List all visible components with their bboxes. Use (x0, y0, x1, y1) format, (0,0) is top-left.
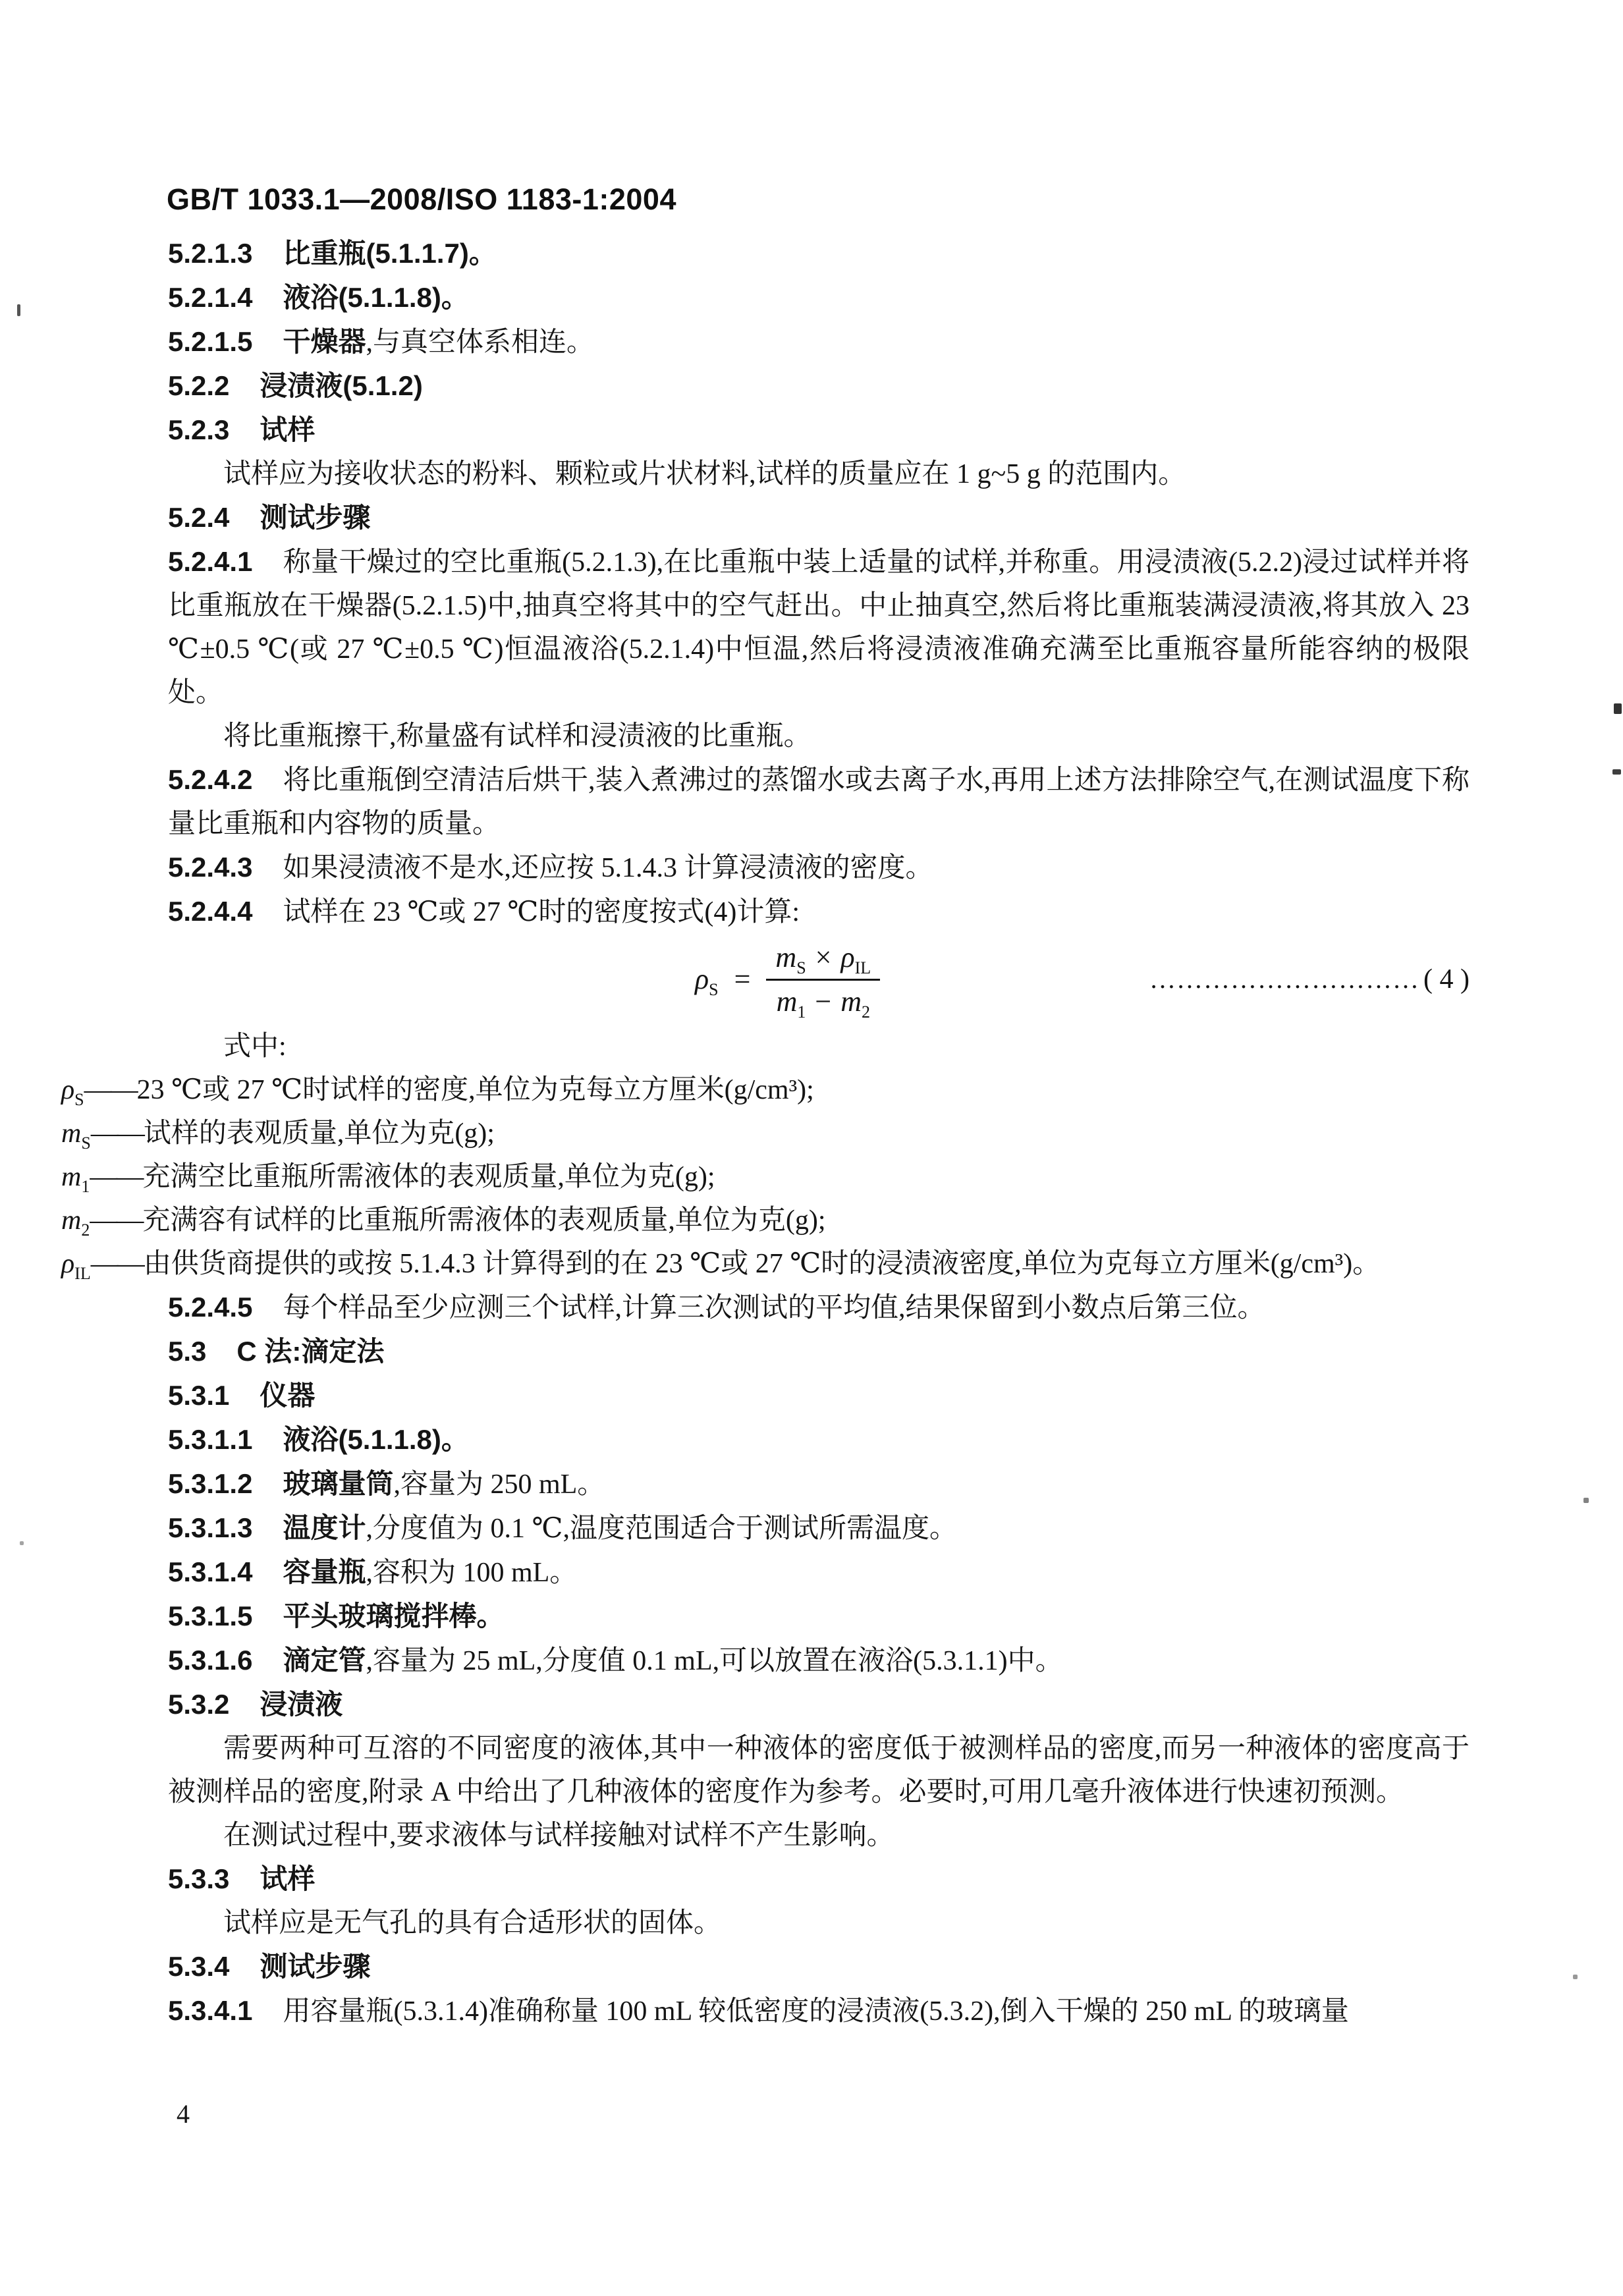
clause-5.2.4.4 (168, 890, 1470, 934)
clause-title: 测试步骤 (260, 502, 371, 533)
clause-title: 浸渍液 (260, 1689, 343, 1720)
definition-text: 充满空比重瓶所需液体的表观质量,单位为克(g); (142, 1162, 715, 1192)
clause-title: 滴定管 (283, 1645, 366, 1676)
clause-number: 5.3.1.5 (168, 1600, 253, 1631)
clause-title: 温度计 (283, 1512, 366, 1543)
clause-5.2.4.3 (168, 846, 1470, 890)
variable-subscript: IL (854, 958, 871, 977)
definition-dash: —— (90, 1249, 144, 1279)
formula-leader (880, 958, 1470, 1001)
clause-number: 5.2.2 (168, 370, 230, 401)
clause-number: 5.2.4.1 (168, 546, 253, 577)
clause-5.3.1.4 (168, 1550, 1470, 1595)
clause-5.3 (168, 1330, 1470, 1374)
clause-5.2.4 (168, 496, 1470, 540)
variable-base: ρ (840, 941, 855, 973)
clause-text: 每个样品至少应测三个试样,计算三次测试的平均值,结果保留到小数点后第三位。 (283, 1293, 1265, 1323)
paragraph (168, 715, 1470, 758)
clause-number: 5.3.2 (168, 1689, 230, 1720)
clause-number: 5.3.1 (168, 1380, 230, 1411)
definition-dash: —— (90, 1118, 144, 1149)
fraction-numerator (766, 943, 880, 981)
variable-subscript: 1 (81, 1177, 90, 1196)
clause-5.2.1.5 (168, 320, 1470, 364)
symbol-definition (61, 1068, 1470, 1112)
symbol-definition (61, 1199, 1470, 1242)
variable-base: ρ (61, 1249, 75, 1279)
equation-lhs (695, 963, 719, 999)
clause-text: ,与真空体系相连。 (366, 327, 594, 358)
clause-title: 试样 (260, 414, 316, 445)
paragraph (168, 1727, 1470, 1814)
math-variable (840, 985, 870, 1022)
definition-symbol (61, 1075, 84, 1109)
definition-text: 充满容有试样的比重瓶所需液体的表观质量,单位为克(g); (142, 1205, 826, 1236)
paragraph-text: 将比重瓶擦干,称量盛有试样和浸渍液的比重瓶。 (223, 721, 812, 752)
clause-5.3.4.1 (168, 1989, 1470, 2033)
scan-artifact (1612, 769, 1621, 775)
clause-5.2.3 (168, 408, 1470, 452)
clause-number: 5.2.4.3 (168, 852, 253, 883)
page-number: 4 (177, 2099, 190, 2129)
equation-number: ( 4 ) (1423, 964, 1470, 995)
variable-base: m (61, 1162, 82, 1192)
paragraph-text: 试样应是无气孔的具有合适形状的固体。 (223, 1908, 722, 1938)
clause-title: 平头玻璃搅拌棒。 (283, 1600, 505, 1631)
math-variable (840, 941, 871, 977)
definition-text: 23 ℃或 27 ℃时试样的密度,单位为克每立方厘米(g/cm³); (136, 1075, 814, 1105)
variable-subscript: 1 (797, 1002, 806, 1022)
clause-number: 5.3.4 (168, 1951, 230, 1982)
clause-title: 试样 (260, 1863, 316, 1894)
clause-title: 浸渍液(5.1.2) (260, 370, 423, 401)
clause-5.2.4.1 (168, 540, 1470, 715)
paragraph-text: 试样应为接收状态的粉料、颗粒或片状材料,试样的质量应在 1 g~5 g 的范围内。 (223, 459, 1186, 489)
clause-number: 5.3.3 (168, 1863, 230, 1894)
definition-text: 由供货商提供的或按 5.1.4.3 计算得到的在 23 ℃或 27 ℃时的浸渍液密度,单位为克每立方厘米(g/cm³)。 (143, 1249, 1381, 1279)
paragraph (168, 1901, 1470, 1945)
paragraph (168, 1814, 1470, 1857)
variable-subscript: S (81, 1134, 91, 1153)
definition-symbol (61, 1118, 91, 1153)
clause-5.2.1.4 (168, 276, 1470, 320)
symbol-definition (61, 1112, 1470, 1155)
clause-5.3.1.3 (168, 1506, 1470, 1550)
clause-number: 5.3.1.6 (168, 1645, 253, 1676)
clause-number: 5.2.4.5 (168, 1292, 253, 1323)
variable-subscript: S (74, 1090, 84, 1109)
clause-number: 5.2.4.4 (168, 896, 253, 927)
clause-number: 5.3 (168, 1336, 207, 1367)
scan-artifact (20, 1541, 24, 1545)
variable-base: m (61, 1205, 82, 1236)
document-body (61, 232, 1470, 2033)
paragraph-text: 需要两种可互溶的不同密度的液体,其中一种液体的密度低于被测样品的密度,而另一种液体的密度高于被测样品的密度,附录 A 中给出了几种液体的密度作为参考。必要时,可用几毫升液体进行快速初预测。 (168, 1734, 1470, 1807)
clause-5.3.1.5 (168, 1595, 1470, 1639)
clause-number: 5.2.1.5 (168, 326, 253, 357)
variable-subscript: S (709, 980, 719, 999)
math-operator: × (815, 941, 832, 973)
variable-subscript: 2 (861, 1002, 870, 1022)
leader-dots: ………………………… (1149, 964, 1420, 994)
definition-dash: —— (84, 1075, 137, 1105)
formula-block (168, 934, 1470, 1025)
clause-5.2.2 (168, 364, 1470, 408)
equals-sign: = (734, 963, 751, 995)
clause-title: 比重瓶(5.1.1.7)。 (283, 238, 497, 269)
clause-title: 干燥器 (283, 326, 366, 357)
clause-title: 液浴(5.1.1.8)。 (283, 282, 469, 313)
variable-subscript: IL (74, 1264, 91, 1283)
symbol-definition (61, 1155, 1470, 1199)
where-label (168, 1025, 1470, 1068)
clause-text: 将比重瓶倒空清洁后烘干,装入煮沸过的蒸馏水或去离子水,再用上述方法排除空气,在测试温度下称量比重瓶和内容物的质量。 (168, 765, 1470, 839)
clause-text: ,容量为 25 mL,分度值 0.1 mL,可以放置在液浴(5.3.1.1)中。 (366, 1646, 1063, 1676)
clause-number: 5.3.1.2 (168, 1468, 253, 1499)
clause-5.3.1.2 (168, 1462, 1470, 1506)
where-text: 式中: (223, 1031, 287, 1062)
clause-5.3.1 (168, 1374, 1470, 1418)
definition-symbol (61, 1205, 90, 1240)
clause-5.3.4 (168, 1945, 1470, 1989)
clause-5.2.4.5 (168, 1286, 1470, 1330)
variable-base: m (775, 941, 797, 973)
variable-base: m (840, 985, 862, 1018)
clause-number: 5.2.1.3 (168, 238, 253, 269)
clause-5.2.1.3 (168, 232, 1470, 276)
clause-number: 5.3.4.1 (168, 1995, 253, 2026)
math-variable (775, 941, 806, 977)
variable-base: m (61, 1118, 82, 1149)
clause-title: C 法:滴定法 (236, 1336, 385, 1367)
clause-title: 液浴(5.1.1.8)。 (283, 1424, 469, 1455)
variable-base: ρ (695, 963, 709, 995)
scan-artifact (17, 304, 20, 316)
clause-number: 5.3.1.3 (168, 1512, 253, 1543)
definition-symbol (61, 1162, 90, 1196)
variable-subscript: S (796, 958, 806, 977)
clause-number: 5.2.4 (168, 502, 230, 533)
clause-number: 5.2.1.4 (168, 282, 253, 313)
clause-number: 5.3.1.1 (168, 1424, 253, 1455)
math-variable (776, 985, 806, 1022)
definition-symbol (61, 1249, 91, 1283)
equation (695, 941, 880, 1022)
scan-artifact (1614, 703, 1622, 714)
fraction (766, 941, 880, 1022)
clause-text: 称量干燥过的空比重瓶(5.2.1.3),在比重瓶中装上适量的试样,并称重。用浸渍液(5.2.2)浸过试样并将比重瓶放在干燥器(5.2.1.5)中,抽真空将其中的空气赶出。中止抽真空,然后将比重瓶装满浸渍液,将其放入 23 ℃±0.5 ℃(或 27 ℃±0.5 ℃)恒温液浴(5.2.1.4)中恒温,然后将浸渍液准确充满至比重瓶容量所能容纳的极限处。 (168, 547, 1470, 708)
definition-dash: —— (90, 1162, 143, 1192)
clause-5.3.1.6 (168, 1639, 1470, 1683)
clause-title: 玻璃量筒 (283, 1468, 394, 1499)
clause-title: 测试步骤 (260, 1951, 371, 1982)
clause-number: 5.2.3 (168, 414, 230, 445)
paragraph (168, 452, 1470, 496)
clause-5.2.4.2 (168, 758, 1470, 846)
scan-artifact (1573, 1975, 1578, 1979)
definition-dash: —— (90, 1205, 143, 1236)
clause-text: ,容积为 100 mL。 (366, 1558, 578, 1588)
clause-text: 如果浸渍液不是水,还应按 5.1.4.3 计算浸渍液的密度。 (283, 853, 933, 883)
clause-title: 仪器 (260, 1380, 316, 1411)
paragraph-text: 在测试过程中,要求液体与试样接触对试样不产生影响。 (223, 1820, 894, 1851)
clause-number: 5.3.1.4 (168, 1556, 253, 1587)
variable-base: ρ (61, 1075, 75, 1105)
clause-text: 用容量瓶(5.3.1.4)准确称量 100 mL 较低密度的浸渍液(5.3.2),倒入干燥的 250 mL 的玻璃量 (283, 1996, 1349, 2027)
symbol-definition (61, 1242, 1470, 1286)
clause-text: 试样在 23 ℃或 27 ℃时的密度按式(4)计算: (283, 897, 800, 927)
scan-artifact (1583, 1498, 1589, 1503)
clause-5.3.1.1 (168, 1418, 1470, 1462)
clause-title: 容量瓶 (283, 1556, 366, 1587)
clause-text: ,容量为 250 mL。 (393, 1469, 605, 1500)
math-operator: − (815, 985, 832, 1018)
variable-base: m (776, 985, 798, 1018)
variable-subscript: 2 (81, 1220, 90, 1240)
clause-number: 5.2.4.2 (168, 764, 253, 795)
clause-5.3.3 (168, 1857, 1470, 1901)
clause-5.3.2 (168, 1683, 1470, 1727)
standard-code-header: GB/T 1033.1—2008/ISO 1183-1:2004 (167, 182, 676, 216)
fraction-denominator (766, 981, 880, 1022)
definition-text: 试样的表观质量,单位为克(g); (143, 1118, 495, 1149)
clause-text: ,分度值为 0.1 ℃,温度范围适合于测试所需温度。 (366, 1514, 957, 1544)
